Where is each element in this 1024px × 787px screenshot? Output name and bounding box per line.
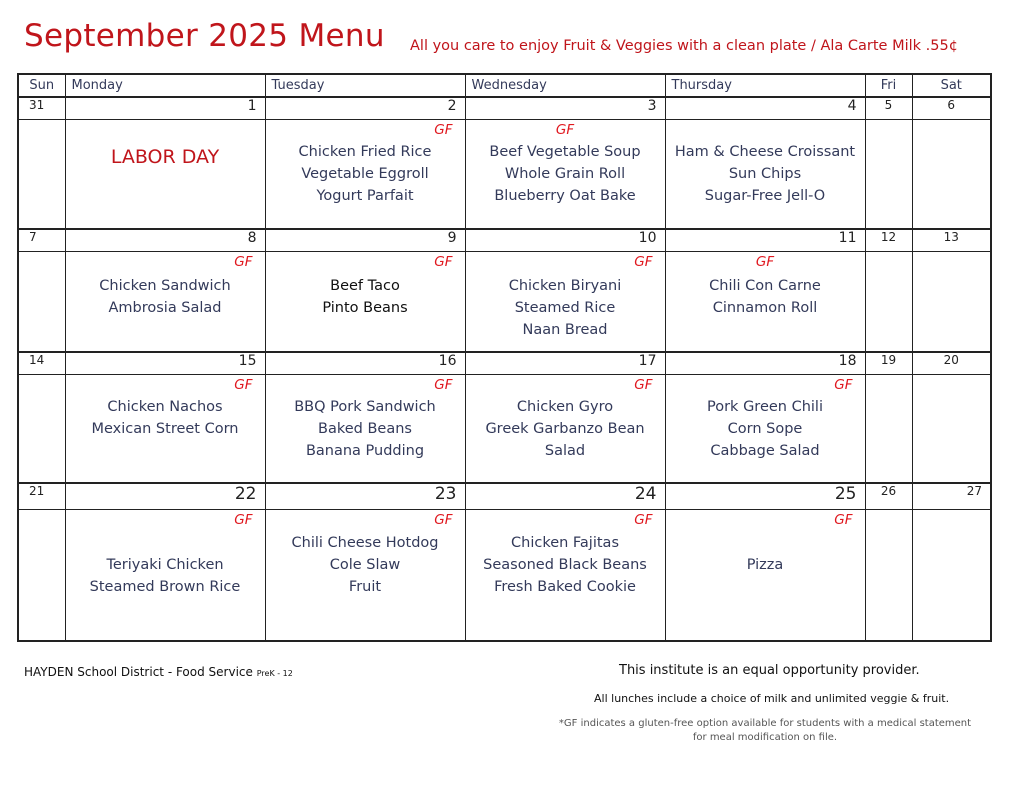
menu-cell [465, 509, 665, 641]
holiday-label: LABOR DAY [110, 146, 220, 168]
date-number: 23 [265, 483, 465, 510]
date-number: 1 [65, 97, 265, 120]
menu-item: Seasoned Black Beans [483, 556, 647, 573]
date-number: 25 [665, 483, 865, 510]
gf-footnote-line: *GF indicates a gluten-free option available for students with a medical statement [558, 718, 972, 729]
date-number: 22 [65, 483, 265, 510]
menu-item: Chili Con Carne [709, 277, 821, 294]
date-number: 13 [912, 229, 991, 252]
gf-badge: GF [755, 253, 775, 270]
menu-item: Teriyaki Chicken [106, 556, 224, 573]
gf-footnote [530, 717, 1000, 745]
menu-item: Pork Green Chili [707, 399, 823, 415]
menu-cell [65, 120, 265, 229]
date-number: 3 [465, 97, 665, 120]
district-name: HAYDEN School District - Food Service [24, 665, 253, 679]
date-number: 21 [18, 483, 65, 510]
menu-cell [665, 375, 865, 483]
menu-cell [465, 120, 665, 229]
menu-items [666, 120, 865, 207]
menu-item: Pinto Beans [322, 299, 408, 316]
date-number: 2 [265, 97, 465, 120]
menu-row [18, 120, 991, 229]
weekday-header-row [18, 74, 991, 97]
menu-item: Steamed Rice [514, 299, 616, 316]
menu-cell [65, 509, 265, 641]
menu-cell [265, 509, 465, 641]
menu-item: Corn Sope [727, 421, 803, 437]
gf-footnote-line: for meal modification on file. [692, 732, 838, 743]
gf-badge: GF [234, 377, 253, 393]
weekend-cell [18, 120, 65, 229]
equal-opportunity-note: This institute is an equal opportunity provider. [619, 663, 920, 678]
day-header-wednesday: Wednesday [465, 74, 665, 97]
day-header-monday: Monday [65, 74, 265, 97]
gf-badge: GF [634, 377, 653, 393]
date-number: 18 [665, 352, 865, 375]
gf-badge: GF [434, 377, 453, 393]
day-header-tuesday: Tuesday [265, 74, 465, 97]
menu-item: Greek Garbanzo Bean [485, 421, 645, 437]
menu-item: BBQ Pork Sandwich [294, 399, 436, 415]
district-footer [24, 665, 293, 679]
menu-item: Sun Chips [728, 166, 802, 182]
menu-item: Banana Pudding [305, 443, 425, 459]
date-number: 16 [265, 352, 465, 375]
day-header-sun: Sun [18, 74, 65, 97]
gf-badge: GF [555, 122, 575, 138]
menu-item: Fruit [348, 578, 382, 595]
menu-row [18, 509, 991, 641]
menu-cell [65, 375, 265, 483]
grade-range: PreK - 12 [256, 669, 293, 678]
date-number: 31 [18, 97, 65, 120]
menu-cell [665, 120, 865, 229]
menu-cell [465, 251, 665, 352]
date-number: 7 [18, 229, 65, 252]
gf-badge: GF [634, 511, 653, 528]
date-number: 26 [865, 483, 912, 510]
weekend-cell [912, 509, 991, 641]
day-header-thursday: Thursday [665, 74, 865, 97]
date-row [18, 483, 991, 510]
menu-item: Blueberry Oat Bake [494, 188, 636, 204]
menu-item: Fresh Baked Cookie [494, 578, 636, 595]
menu-cell [65, 251, 265, 352]
menu-cell [465, 375, 665, 483]
page-title: September 2025 Menu [24, 18, 385, 54]
menu-item: Cinnamon Roll [712, 299, 818, 316]
menu-item: Chicken Sandwich [99, 277, 231, 294]
menu-item: Cabbage Salad [710, 443, 820, 459]
menu-cell [265, 375, 465, 483]
menu-item: Whole Grain Roll [504, 166, 626, 182]
weekend-cell [912, 375, 991, 483]
date-number: 27 [912, 483, 991, 510]
menu-item: Chicken Fried Rice [298, 144, 432, 160]
date-number: 8 [65, 229, 265, 252]
gf-badge: GF [834, 511, 853, 528]
menu-item: Yogurt Parfait [316, 188, 414, 204]
menu-item: Cole Slaw [329, 556, 401, 573]
weekend-cell [912, 120, 991, 229]
date-number: 6 [912, 97, 991, 120]
gf-badge: GF [834, 377, 853, 393]
menu-item: Salad [544, 443, 586, 459]
menu-item: Baked Beans [318, 421, 412, 437]
menu-calendar [17, 73, 992, 642]
weekend-cell [912, 251, 991, 352]
menu-cell [665, 509, 865, 641]
gf-badge: GF [234, 253, 253, 270]
menu-item: Sugar-Free Jell-O [704, 188, 826, 204]
weekend-cell [865, 375, 912, 483]
date-number: 14 [18, 352, 65, 375]
menu-row [18, 375, 991, 483]
menu-item: Ham & Cheese Croissant [674, 144, 856, 160]
date-number: 11 [665, 229, 865, 252]
menu-item: Chili Cheese Hotdog [291, 534, 439, 551]
menu-subtitle: All you care to enjoy Fruit & Veggies with a clean plate / Ala Carte Milk .55¢ [410, 38, 958, 54]
menu-cell [665, 251, 865, 352]
date-number: 20 [912, 352, 991, 375]
menu-item: Mexican Street Corn [91, 421, 239, 437]
date-row [18, 352, 991, 375]
weekend-cell [18, 509, 65, 641]
gf-badge: GF [234, 511, 253, 528]
menu-item: Pizza [746, 556, 784, 573]
weekend-cell [865, 251, 912, 352]
menu-item: Chicken Biryani [508, 277, 622, 294]
menu-item: Chicken Gyro [516, 399, 614, 415]
gf-badge: GF [434, 122, 453, 138]
gf-badge: GF [634, 253, 653, 270]
menu-item: Beef Vegetable Soup [489, 144, 641, 160]
menu-cell [265, 251, 465, 352]
menu-item: Naan Bread [522, 321, 608, 338]
date-number: 5 [865, 97, 912, 120]
menu-item: Chicken Nachos [107, 399, 223, 415]
menu-item: Ambrosia Salad [108, 299, 222, 316]
menu-row [18, 251, 991, 352]
weekend-cell [18, 251, 65, 352]
date-row [18, 97, 991, 120]
milk-note: All lunches include a choice of milk and unlimited veggie & fruit. [594, 692, 950, 705]
date-number: 15 [65, 352, 265, 375]
weekend-cell [865, 120, 912, 229]
date-number: 12 [865, 229, 912, 252]
menu-item: Vegetable Eggroll [301, 166, 429, 182]
gf-badge: GF [434, 511, 453, 528]
day-header-sat: Sat [912, 74, 991, 97]
gf-badge: GF [434, 253, 453, 270]
day-header-fri: Fri [865, 74, 912, 97]
weekend-cell [18, 375, 65, 483]
date-number: 10 [465, 229, 665, 252]
menu-item: Beef Taco [330, 277, 400, 294]
date-number: 9 [265, 229, 465, 252]
weekend-cell [865, 509, 912, 641]
date-number: 4 [665, 97, 865, 120]
date-number: 24 [465, 483, 665, 510]
menu-item: Chicken Fajitas [511, 534, 619, 551]
menu-item: Steamed Brown Rice [89, 578, 241, 595]
date-number: 19 [865, 352, 912, 375]
menu-cell [265, 120, 465, 229]
date-row [18, 229, 991, 252]
date-number: 17 [465, 352, 665, 375]
